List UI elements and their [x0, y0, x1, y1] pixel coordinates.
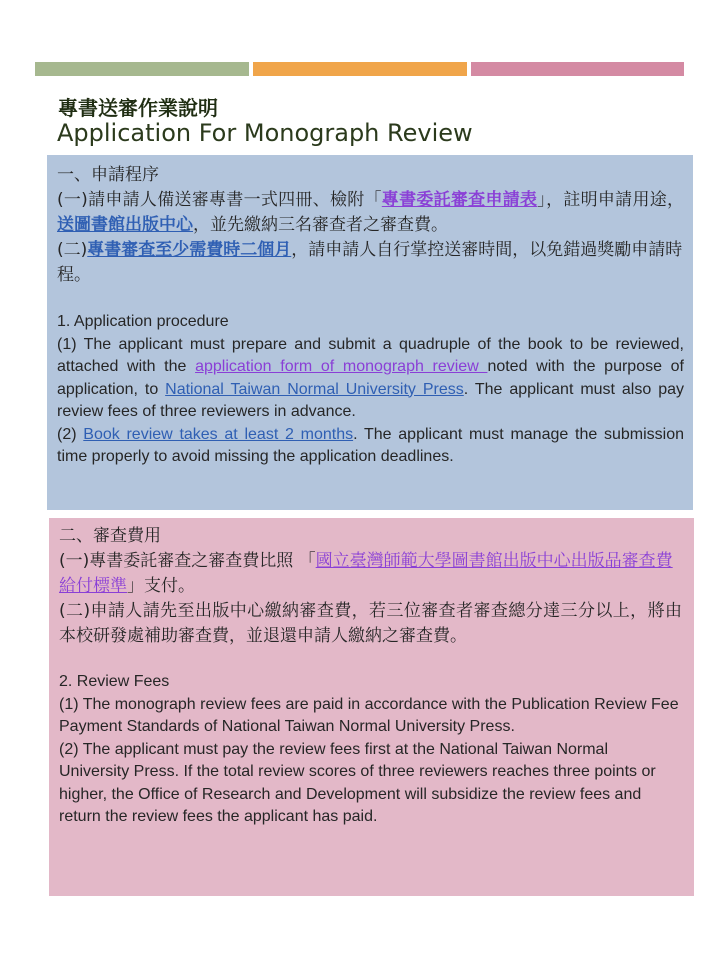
accent-bar-pink [471, 62, 684, 76]
review-duration-en-link[interactable]: Book review takes at least 2 months [83, 425, 354, 443]
section1-p2-text-b: ，請申請人自行掌控送審時間，以免錯過獎勵申請時程。 [57, 240, 683, 285]
section1-en-heading: 1. Application procedure [57, 313, 229, 330]
section2-heading: 二、審查費用 [59, 526, 161, 546]
application-form-en-link[interactable]: application form of monograph review [195, 358, 488, 375]
accent-bar-green [35, 62, 249, 76]
section1-p1-text-a: (一)請申請人備送審專書一式四冊、檢附「 [57, 190, 382, 210]
section1-en-p1-text-a: (1) The applicant must prepare and submit a quadruple of the book to be reviewed, attached with the [57, 335, 684, 375]
section2-en-paragraph2: (2) The applicant must pay the review fees first at the National Taiwan Normal University Press. If the total review scores of three reviewers reaches three points or higher, the Office of Research and Development will subsidize the review fees and return the review fees the applicant has paid. [59, 740, 656, 825]
review-duration-link[interactable]: 專書審查至少需費時二個月 [87, 240, 292, 260]
section1-paragraph2 [57, 238, 684, 288]
section1-en-p1-text-b: noted with the purpose of application, to [57, 358, 684, 398]
section2-en-paragraph1: (1) The monograph review fees are paid in accordance with the Publication Review Fee Payment Standards of National Taiwan Normal University Press. [59, 695, 679, 735]
application-procedure-box [47, 155, 693, 510]
section2-en-heading: 2. Review Fees [59, 673, 170, 690]
spacer [59, 649, 682, 671]
section1-p2-text-a: (二) [57, 240, 88, 260]
ntnu-press-link[interactable]: National Taiwan Normal University Press [165, 380, 464, 398]
fee-standards-link[interactable]: 國立臺灣師範大學圖書館出版中心出版品審查費給付標準 [59, 551, 673, 596]
section2-paragraph2: (二)申請人請先至出版中心繳納審查費，若三位審查者審查總分達三分以上，將由本校研發處補助審查費，並退還申請人繳納之審查費。 [59, 601, 682, 646]
section1-en-paragraph2 [57, 424, 684, 469]
section1-heading: 一、申請程序 [57, 165, 159, 185]
page-title-zh: 專書送審作業說明 [58, 96, 218, 120]
spacer [57, 288, 684, 311]
section1-en-p2-text-a: (2) [57, 425, 84, 443]
section2-p1-text-a: (一)專書委託審查之審查費比照 「 [59, 551, 316, 571]
review-fees-box [49, 518, 694, 896]
section1-en-paragraph1 [57, 334, 684, 424]
accent-bar-orange [253, 62, 467, 76]
application-form-link[interactable]: 專書委託審查申請表 [381, 190, 538, 210]
section1-p1-text-c: ，並先繳納三名審查者之審查費。 [193, 215, 448, 235]
section2-paragraph1 [59, 549, 682, 599]
page-title-en: Application For Monograph Review [57, 119, 473, 147]
press-center-link[interactable]: 送圖書館出版中心 [57, 215, 193, 235]
section1-paragraph1 [57, 188, 684, 238]
section1-en-p2-text-b: . The applicant must manage the submission time properly to avoid missing the application deadlines. [57, 425, 684, 465]
section2-p1-text-b: 」支付。 [127, 576, 195, 596]
section1-p1-text-b: 」，註明申請用途， [537, 190, 685, 210]
section1-en-p1-text-c: . The applicant must also pay review fees of three reviewers in advance. [57, 380, 684, 420]
